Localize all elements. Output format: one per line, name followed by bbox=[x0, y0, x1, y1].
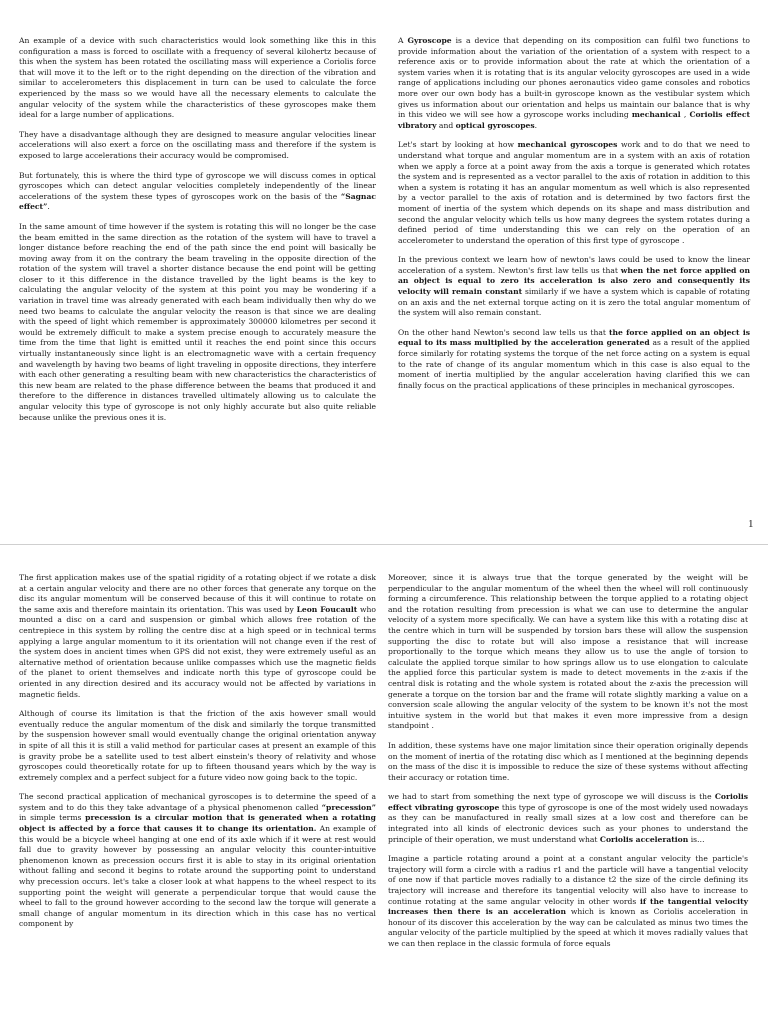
text-run: , bbox=[680, 110, 690, 120]
text-run: They have a disadvantage although they are designed to measure angular velocities linear accelerations will also exert a force on the oscillating mass and therefore if the system is exposed to large accelerations their accuracy would be compromised. bbox=[19, 129, 376, 160]
paragraph bbox=[398, 328, 750, 392]
text-run: . bbox=[534, 120, 538, 130]
text-run: . bbox=[47, 202, 50, 212]
bold-text: “precession” bbox=[321, 802, 376, 812]
text-run: which is known as Coriolis acceleration in honour of its discover this acceleration by the way can be calculated as minus two times the angular velocity of the particle multiplied by the speed at which it moves radially values that we can then replace in the classic formula of force equals bbox=[388, 907, 748, 948]
text-run: An example of this would be a bicycle wheel hanging at one end of its axle which if it were at rest would fall due to gravity however by possessing an angular velocity this counter-intuitive phenomenon known as precession occurs first it is able to stay in its original orientation without falling and second it begins to rotate around the supporting point to understand why precession occurs. let's take a closer look at what happens to the wheel respect to its supporting point the weight will generate a perpendicular torque that would cause the wheel to fall to the ground however according to the second law the torque will generate a small change of angular momentum in its direction which in this case has no vertical component by bbox=[19, 824, 376, 929]
text-run: In addition, these systems have one major limitation since their operation originally depends on the moment of inertia of the rotating disc which as I mentioned at the beginning depends on the mass of the disc it is impossible to reduce the size of these systems without affecting their accuracy or rotation time. bbox=[388, 740, 748, 782]
text-run: The second practical application of mechanical gyroscopes is to determine the speed of a system and to do this they take advantage of a physical phenomenon called bbox=[19, 792, 376, 812]
paragraph bbox=[19, 573, 376, 700]
paragraph bbox=[398, 255, 750, 319]
paragraph bbox=[388, 792, 748, 845]
text-run: who mounted a disc on a card and suspension or gimbal which allows free rotation of the centrepiece in this system by rolling the centre disc at a high speed or in technical terms applying a large angular momentum to it its orientation will not change even if the rest of the system does in ancient times when GPS did not exist, they were extremely useful as an alternative method of orientation because unlike compasses which use the magnetic fields of the planet to orient themselves and indicate north this type of gyroscope could be oriented in any direction desired and its accuracy would not be affected by variations in magnetic fields. bbox=[19, 604, 377, 699]
paragraph bbox=[19, 171, 376, 213]
text-run: in simple terms bbox=[19, 813, 86, 823]
paragraph bbox=[19, 130, 376, 162]
text-run: this type of gyroscope is one of the most widely used nowadays as they can be manufactured in really small sizes at a low cost and therefore can be integrated into all kinds of electronic devices such as your phones to understand the principle of their operation, we must understand what bbox=[388, 802, 748, 844]
text-run: work and to do that we need to understand what torque and angular momentum are in a system with an axis of rotation when we apply a force at a point away from the axis a torque is generated which rotates the system and is represented as a vector parallel to the axis of rotation in addition to this when a system is rotating it has an angular momentum as well which is also represented by a vector parallel to the axis of rotation and is determined by two factors first the moment of inertia of the system which depends on its shape and mass distribution and second the angular velocity which tells us how many degrees the system rotates during a defined period of time understanding this we can rely on the operation of an accelerometer to understand the operation of this first type of gyroscope . bbox=[398, 140, 751, 245]
bold-text: mechanical bbox=[631, 110, 681, 120]
paragraph bbox=[388, 741, 748, 783]
bold-text: if the tangential velocity increases then there is an acceleration bbox=[388, 896, 748, 917]
text-run: is… bbox=[688, 834, 705, 844]
bold-text: Coriolis effect vibratory bbox=[398, 110, 750, 130]
bold-text: when the net force applied on an object is equal to zero its acceleration is also zero and consequently its velocity will remain constant bbox=[398, 265, 750, 297]
paragraph bbox=[19, 709, 376, 783]
bold-text: Coriolis acceleration bbox=[599, 834, 689, 844]
text-run: Imagine a particle rotating around a point at a constant angular velocity the particle's trajectory will form a circle with a radius r1 and the particle will have a tangential velocity of one now if that particle moves radially to a distance t2 the size of the circle defining its trajectory will increase and therefore its tangential velocity will also have to increase to continue rotating at the same angular velocity in other words bbox=[388, 854, 748, 906]
bold-text: “Sagnac effect” bbox=[19, 191, 376, 212]
bold-text: Coriolis effect vibrating gyroscope bbox=[388, 792, 748, 812]
page2-left-column bbox=[19, 573, 376, 939]
text-run: On the other hand Newton's second law tells us that bbox=[398, 327, 609, 337]
page2-right-column bbox=[388, 573, 748, 959]
paragraph bbox=[19, 792, 376, 930]
text-run: we had to start from something the next type of gyroscope we will discuss is the bbox=[388, 792, 715, 802]
bold-text: Leon Foucault bbox=[296, 604, 358, 614]
bold-text: the force applied on an object is equal to its mass multiplied by the acceleration generated bbox=[398, 327, 751, 348]
text-run: Although of course its limitation is that the friction of the axis however small would eventually reduce the angular momentum of the disk and similarly the torque transmitted by the suspension however small would eventually change the original orientation anyway in spite of all this it is still a valid method for particular cases at present an example of this is gravity probe be a satellite used to test albert einstein's theory of relativity and whose gyroscopes could theoretically rotate for up to fifteen thousand years which by the way is extremely complex and a perfect subject for a future video now going back to the topic. bbox=[19, 709, 376, 782]
text-run: An example of a device with such characteristics would look something like this in this configuration a mass is forced to oscillate with a frequency of several kilohertz because of this when the system has been rotated the oscillating mass will experience a Coriolis force that will move it to the left or to the right depending on the direction of the vibration and similar to accelerometers this displacement in turn can be used to calculate the force experienced by the mass so we would have all the necessary elements to calculate the angular velocity of the system while the characteristics of these gyroscopes make them ideal for a large number of applications. bbox=[19, 36, 376, 120]
bold-text: optical gyroscopes bbox=[455, 120, 535, 130]
paragraph bbox=[398, 36, 750, 131]
bold-text: Gyroscope bbox=[407, 36, 452, 45]
bold-text: precession is a circular motion that is generated when a rotating object is affected by a force that causes it to change its orientation. bbox=[19, 813, 376, 834]
page-divider bbox=[0, 544, 768, 545]
text-run: is a device that depending on its composition can fulfil two functions to provide information about the variation of the orientation of a system with respect to a reference axis or to provide information about the rate at which the orientation of a system varies when it is rotating that is its angular velocity gyroscopes are used in a wide range of applications including our phones aeronautics video game consoles and robotics more over our own body has a built-in gyroscope known as the vestibular system which gives us information about our orientation and helps us maintain our balance that is why in this video we will see how a gyroscope works including bbox=[398, 36, 750, 120]
paragraph bbox=[19, 222, 376, 423]
page1-right-column bbox=[398, 36, 750, 400]
text-run: The first application makes use of the spatial rigidity of a rotating object if we rotate a disk at a certain angular velocity and there are no other forces that generate any torque on the disc its angular momentum will be conserved because of this it will continue to rotate on the same axis and therefore maintain its orientation. This was used by bbox=[19, 573, 376, 614]
page1-left-column bbox=[19, 36, 376, 432]
text-run: Moreover, since it is always true that the torque generated by the weight will be perpendicular to the angular momentum of the wheel then the wheel will roll continuously forming a circumference. This relationship between the torque applied to a rotating object and the rotation resulting from precession is what we can use to determine the angular velocity of a system more specifically. We can have a system like this with a rotating disc at the centre which in turn will be suspended by torsion bars these will allow the suspension supporting the disc to rotate but will also impose a resistance that will increase proportionally to the torque which means they allow us to use the angle of torsion to calculate the applied torque similar to how springs allow us to use elongation to calculate the applied force this particular system is made to detect movements in the z-axis if the central disk is rotating and the whole system is rotated about the z-axis the precession will generate a torque on the torsion bar and the frame will rotate slightly marking a value on a conversion scale allowing the angular velocity of the system to be known it's not the most intuitive system in the world but that makes it even more impressive from a design standpoint . bbox=[388, 573, 748, 731]
paragraph bbox=[388, 573, 748, 732]
page-number: 1 bbox=[748, 518, 754, 530]
text-run: and bbox=[436, 120, 456, 130]
text-run: A bbox=[398, 36, 408, 45]
text-run: Let's start by looking at how bbox=[398, 140, 518, 150]
text-run: as a result of the applied force similarly for rotating systems the torque of the net force acting on a system is equal to the rate of change of its angular momentum which in this case is also equal to the moment of inertia multiplied by the angular acceleration having clarified this we can finally focus on the practical applications of these principles in mechanical gyroscopes. bbox=[398, 338, 750, 390]
paragraph bbox=[19, 36, 376, 121]
text-run: But fortunately, this is where the third type of gyroscope we will discuss comes in optical gyroscopes which can detect angular velocities completely independently of the linear accelerations of the system these types of gyroscopes work on the basis of the bbox=[19, 170, 376, 201]
paragraph bbox=[388, 854, 748, 949]
text-run: In the previous context we learn how of newton's laws could be used to know the linear acceleration of a system. Newton's first law tells us that bbox=[398, 255, 750, 275]
bold-text: mechanical gyroscopes bbox=[517, 140, 618, 150]
text-run: In the same amount of time however if the system is rotating this will no longer be the case the beam emitted in the same direction as the rotation of the system will have to travel a longer distance before reaching the end of the path since the end point will basically be moving away from it on the contrary the beam traveling in the opposite direction of the rotation of the system will travel a shorter distance because the end point will be getting closer to it this difference in the distance travelled by the light beams is the key to calculating the angular velocity of the system at this point you may be wondering if a variation in travel time was already generated with each beam individually then why do we need two beams to calculate the angular velocity the reason is that since we are dealing with the speed of light which remember is approximately 300000 kilometres per second it would be extremely difficult to make a system precise enough to accurately measure the time from the time that light is emitted until it reaches the end point since this occurs virtually instantaneously since light is an electromagnetic wave with a certain frequency and wavelength by having two beams of light traveling in opposite directions, they interfere with each other generating a resulting beam with new characteristics the characteristics of this new beam are related to the phase difference between the beams that produced it and therefore to the difference in distances travelled ultimately allowing us to calculate the angular velocity this type of gyroscope is not only highly accurate but also quite reliable because unlike the previous ones it is. bbox=[19, 221, 376, 422]
text-run: similarly if we have a system which is capable of rotating on an axis and the net external torque acting on it is zero the total angular momentum of the system will also remain constant. bbox=[398, 287, 750, 318]
paragraph bbox=[398, 140, 750, 246]
